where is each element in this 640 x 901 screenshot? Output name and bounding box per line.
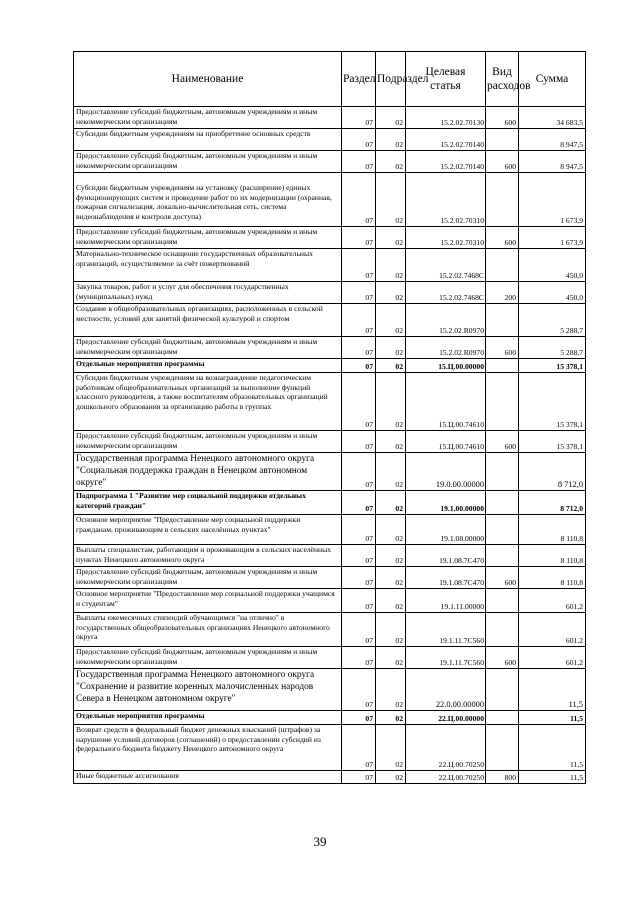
row-article: 22.Ц.00.70250 [406,725,486,771]
row-name: Выплаты ежемесячных стипендий обучающимся "на отлично" в государственных общеобразовательных организациях Ненецкого автономного округа [74,613,342,647]
table-row [74,249,586,282]
row-sum: 450,0 [519,282,586,304]
table-row [74,359,586,373]
row-razdel: 07 [342,304,376,337]
row-vid: 600 [486,337,519,359]
header-name: Наименование [74,52,342,107]
row-name: Закупка товаров, работ и услуг для обеспечения государственных (муниципальных) нужд [74,282,342,304]
row-sum: 450,0 [519,249,586,282]
row-razdel: 07 [342,431,376,453]
row-razdel: 07 [342,647,376,669]
row-article: 15.2.02.70130 [406,107,486,129]
row-podrazdel: 02 [376,669,406,711]
row-vid [486,545,519,567]
table-row [74,515,586,545]
row-razdel: 07 [342,173,376,227]
row-name: Предоставление субсидий бюджетным, автономным учреждениям и иным некоммерческим организациям [74,337,342,359]
row-article: 15.2.02.7468С [406,249,486,282]
row-podrazdel: 02 [376,337,406,359]
row-vid: 600 [486,151,519,173]
row-vid: 600 [486,647,519,669]
row-name: Выплаты специалистам, работающим и проживающим в сельских населённых пунктах Ненецкого автономного округа [74,545,342,567]
row-vid [486,515,519,545]
page-number: 39 [313,834,327,849]
row-podrazdel: 02 [376,545,406,567]
row-podrazdel: 02 [376,771,406,784]
row-sum: 8 947,5 [519,151,586,173]
row-article: 19.1.11.7С560 [406,613,486,647]
row-vid: 600 [486,431,519,453]
row-vid [486,491,519,515]
row-name: Субсидии бюджетным учреждениям на приобретение основных средств [74,129,342,151]
table-row [74,304,586,337]
row-razdel: 07 [342,151,376,173]
row-name: Предоставление субсидий бюджетным, автономным учреждениям и иным некоммерческим организациям [74,567,342,589]
row-razdel: 07 [342,613,376,647]
row-article: 22.Ц.00.00000 [406,711,486,725]
row-podrazdel: 02 [376,227,406,249]
table-row [74,613,586,647]
row-sum: 1 673,9 [519,173,586,227]
row-vid: 600 [486,107,519,129]
row-sum: 601,2 [519,613,586,647]
header-razdel: Раздел [342,52,376,107]
table-row [74,647,586,669]
table-row [74,107,586,129]
row-name: Материально-техническое оснащение государственных образовательных организаций, осуществляемое за счёт пожертвований [74,249,342,282]
row-razdel: 07 [342,567,376,589]
row-razdel: 07 [342,669,376,711]
row-vid [486,613,519,647]
row-vid: 600 [486,227,519,249]
row-vid [486,453,519,491]
row-vid [486,304,519,337]
row-vid [486,129,519,151]
row-article: 19.1.08.7С470 [406,567,486,589]
row-sum: 34 683,5 [519,107,586,129]
row-article: 22.Ц.00.70250 [406,771,486,784]
row-sum: 8 712,0 [519,491,586,515]
row-article: 19.1.11.00000 [406,589,486,613]
row-razdel: 07 [342,359,376,373]
table-row [74,453,586,491]
row-podrazdel: 02 [376,453,406,491]
row-name: Отдельные мероприятия программы [74,711,342,725]
row-sum: 8 110,8 [519,545,586,567]
row-razdel: 07 [342,227,376,249]
table-row [74,725,586,771]
row-name: Предоставление субсидий бюджетным, автономным учреждениям и иным некоммерческим организациям [74,431,342,453]
table-row [74,491,586,515]
row-razdel: 07 [342,515,376,545]
table-row [74,173,586,227]
row-name: Основное мероприятие "Предоставление мер социальной поддержки учащимся и студентам" [74,589,342,613]
row-vid [486,373,519,431]
row-sum: 15 378,1 [519,373,586,431]
header-vid: Вид расходов [486,52,519,107]
row-sum: 15 378,1 [519,359,586,373]
table-row [74,589,586,613]
row-sum: 11,5 [519,725,586,771]
row-article: 19.1.08.00000 [406,515,486,545]
row-sum: 11,5 [519,669,586,711]
row-name: Предоставление субсидий бюджетным, автономным учреждениям и иным некоммерческим организациям [74,107,342,129]
row-podrazdel: 02 [376,129,406,151]
row-podrazdel: 02 [376,711,406,725]
table-row [74,431,586,453]
row-sum: 5 288,7 [519,337,586,359]
row-podrazdel: 02 [376,431,406,453]
table-row [74,567,586,589]
row-podrazdel: 02 [376,567,406,589]
row-name: Предоставление субсидий бюджетным, автономным учреждениям и иным некоммерческим организациям [74,151,342,173]
row-sum: 8 110,8 [519,515,586,545]
table-header-row [74,52,586,107]
table-row [74,711,586,725]
row-podrazdel: 02 [376,151,406,173]
row-sum: 601,2 [519,647,586,669]
row-article: 15.2.02.7468С [406,282,486,304]
row-razdel: 07 [342,453,376,491]
row-sum: 601,2 [519,589,586,613]
row-article: 15.Ц.00.74610 [406,431,486,453]
row-sum: 11,5 [519,711,586,725]
row-razdel: 07 [342,249,376,282]
row-article: 19.1.00.00000 [406,491,486,515]
table-row [74,282,586,304]
row-razdel: 07 [342,589,376,613]
row-razdel: 07 [342,129,376,151]
row-vid: 800 [486,771,519,784]
row-podrazdel: 02 [376,491,406,515]
row-article: 19.1.08.7С470 [406,545,486,567]
row-article: 15.2.02.70140 [406,129,486,151]
row-vid [486,669,519,711]
table-row [74,227,586,249]
row-vid [486,173,519,227]
table-row [74,373,586,431]
row-podrazdel: 02 [376,725,406,771]
table-row [74,337,586,359]
row-podrazdel: 02 [376,304,406,337]
row-razdel: 07 [342,491,376,515]
row-name: Иные бюджетные ассигнования [74,771,342,784]
row-sum: 8 712,0 [519,453,586,491]
row-podrazdel: 02 [376,613,406,647]
row-sum: 11,5 [519,771,586,784]
table-row [74,669,586,711]
row-vid: 600 [486,567,519,589]
row-vid [486,589,519,613]
table-row [74,151,586,173]
table-row [74,129,586,151]
row-sum: 15 378,1 [519,431,586,453]
row-name: Возврат средств в федеральный бюджет денежных взысканий (штрафов) за нарушение условий договоров (соглашений) о предоставлении субсидий из федерального бюджета бюджету Ненецкого автономного округа [74,725,342,771]
row-article: 15.2.02.70140 [406,151,486,173]
row-name: Основное мероприятие "Предоставление мер социальной поддержки гражданам, проживающим в сельских населённых пунктах" [74,515,342,545]
row-podrazdel: 02 [376,589,406,613]
row-name: Подпрограмма 1 "Развитие мер социальной поддержки отдельных категорий граждан" [74,491,342,515]
table-row [74,771,586,784]
row-article: 22.0.00.00000 [406,669,486,711]
row-article: 15.2.02.R0970 [406,304,486,337]
row-name: Субсидии бюджетным учреждениям на вознаграждение педагогическим работникам общеобразовательных организаций за выполнение функций классного руководителя, а также воспитателям образовательных организаций дошкольного образования за организацию работы в группах [74,373,342,431]
row-name: Отдельные мероприятия программы [74,359,342,373]
row-vid [486,249,519,282]
row-podrazdel: 02 [376,647,406,669]
table-body [74,107,586,784]
row-podrazdel: 02 [376,515,406,545]
row-vid: 200 [486,282,519,304]
row-razdel: 07 [342,107,376,129]
row-article: 15.Ц.00.00000 [406,359,486,373]
row-razdel: 07 [342,545,376,567]
row-article: 19.0.00.00000 [406,453,486,491]
row-sum: 8 110,8 [519,567,586,589]
row-article: 15.2.02.R0970 [406,337,486,359]
row-podrazdel: 02 [376,282,406,304]
header-article: Целевая статья [406,52,486,107]
header-sum: Сумма [519,52,586,107]
row-name: Предоставление субсидий бюджетным, автономным учреждениям и иным некоммерческим организациям [74,227,342,249]
row-razdel: 07 [342,282,376,304]
row-article: 15.2.02.70310 [406,173,486,227]
row-article: 15.Ц.00.74610 [406,373,486,431]
row-name: Предоставление субсидий бюджетным, автономным учреждениям и иным некоммерческим организациям [74,647,342,669]
row-vid [486,359,519,373]
row-sum: 1 673,9 [519,227,586,249]
row-sum: 8 947,5 [519,129,586,151]
row-name: Государственная программа Ненецкого автономного округа "Социальная поддержка граждан в Ненецком автономном округе" [74,453,342,491]
row-razdel: 07 [342,373,376,431]
row-podrazdel: 02 [376,107,406,129]
row-razdel: 07 [342,771,376,784]
row-razdel: 07 [342,337,376,359]
header-podrazdel: Подраздел [376,52,406,107]
budget-table [73,51,586,784]
row-podrazdel: 02 [376,249,406,282]
row-vid [486,711,519,725]
row-razdel: 07 [342,711,376,725]
row-name: Государственная программа Ненецкого автономного округа "Сохранение и развитие коренных малочисленных народов Севера в Ненецком автономном округе" [74,669,342,711]
row-podrazdel: 02 [376,359,406,373]
row-vid [486,725,519,771]
table-row [74,545,586,567]
row-article: 19.1.11.7С560 [406,647,486,669]
row-name: Субсидии бюджетным учреждениям на установку (расширение) единых функционирующих систем и проведение работ по их модернизации (охранная, пожарная сигнализация, локально-вычислительная сеть, система видеонаблюдения и контроля доступа) [74,173,342,227]
row-sum: 5 288,7 [519,304,586,337]
row-razdel: 07 [342,725,376,771]
row-podrazdel: 02 [376,173,406,227]
row-podrazdel: 02 [376,373,406,431]
row-name: Создание в общеобразовательных организациях, расположенных в сельской местности, условий для занятий физической культурой и спортом [74,304,342,337]
row-article: 15.2.02.70310 [406,227,486,249]
